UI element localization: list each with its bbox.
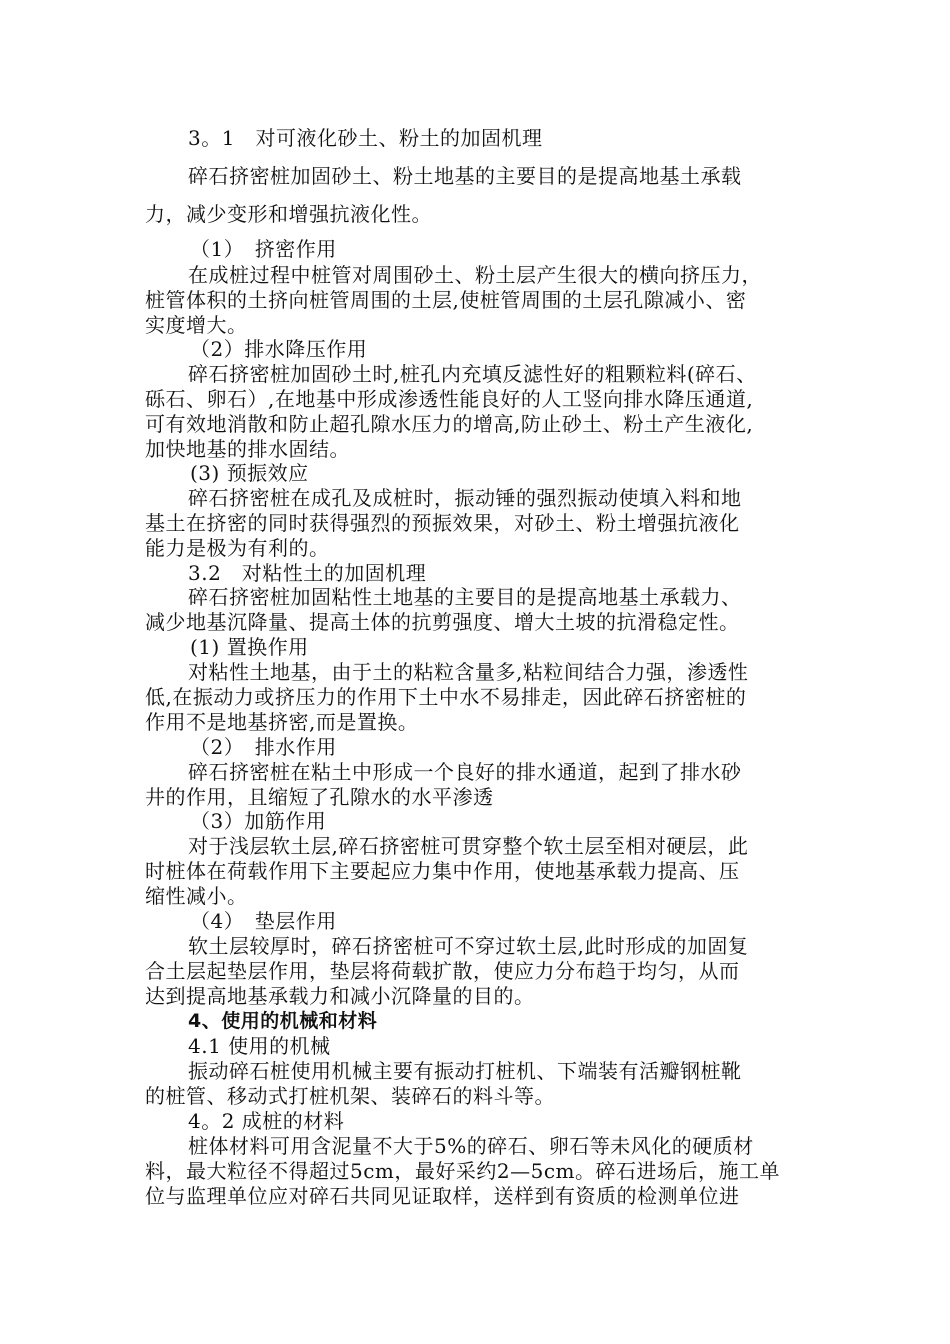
paragraph-line: 缩性减小。	[145, 884, 248, 908]
paragraph-line: 减少地基沉降量、提高土体的抗剪强度、增大土坡的抗滑稳定性。	[145, 610, 740, 634]
subheading-drainage-pressure: （2）排水降压作用	[190, 337, 368, 361]
paragraph-line: 碎石挤密桩加固砂土时,桩孔内充填反滤性好的粗颗粒料(碎石、	[188, 362, 757, 386]
paragraph-line: 位与监理单位应对碎石共同见证取样，送样到有资质的检测单位进	[145, 1184, 740, 1208]
paragraph-line: 可有效地消散和防止超孔隙水压力的增高,防止砂土、粉土产生液化,	[145, 412, 754, 436]
subheading-squeeze-effect: （1） 挤密作用	[190, 237, 337, 261]
paragraph-line: 桩管体积的土挤向桩管周围的土层,使桩管周围的土层孔隙减小、密	[145, 288, 747, 312]
paragraph-line: 在成桩过程中桩管对周围砂土、粉土层产生很大的横向挤压力，	[188, 263, 762, 287]
paragraph-line: 碎石挤密桩加固砂土、粉土地基的主要目的是提高地基土承载	[188, 164, 742, 188]
paragraph-line: 时桩体在荷载作用下主要起应力集中作用，使地基承载力提高、压	[145, 859, 740, 883]
paragraph-line: 基土在挤密的同时获得强烈的预振效果，对砂土、粉土增强抗液化	[145, 511, 740, 535]
paragraph-line: 作用不是地基挤密,而是置换。	[145, 710, 419, 734]
paragraph-line: 对粘性土地基，由于土的粘粒含量多,粘粒间结合力强，渗透性	[188, 660, 749, 684]
paragraph-line: 振动碎石桩使用机械主要有振动打桩机、下端装有活瓣钢桩靴	[188, 1059, 742, 1083]
paragraph-line: 力，减少变形和增强抗液化性。	[145, 202, 432, 226]
subheading-drainage: （2） 排水作用	[190, 735, 337, 759]
paragraph-line: 井的作用，且缩短了孔隙水的水平渗透	[145, 785, 494, 809]
paragraph-line: 碎石挤密桩加固粘性土地基的主要目的是提高地基土承载力、	[188, 585, 742, 609]
paragraph-line: 料，最大粒径不得超过5cm，最好采约2—5cm。碎石进场后，施工单	[145, 1159, 781, 1183]
paragraph-line: 砾石、卵石）,在地基中形成渗透性能良好的人工竖向排水降压通道,	[145, 387, 754, 411]
section-heading-3-2: 3.2 对粘性土的加固机理	[188, 561, 427, 585]
section-heading-3-1: 3。1 对可液化砂土、粉土的加固机理	[188, 126, 543, 150]
paragraph-line: 实度增大。	[145, 313, 248, 337]
subheading-replacement: (1) 置换作用	[190, 635, 309, 659]
paragraph-line: 达到提高地基承载力和减小沉降量的目的。	[145, 984, 535, 1008]
paragraph-line: 的桩管、移动式打桩机架、装碎石的料斗等。	[145, 1084, 555, 1108]
section-heading-4-1: 4.1 使用的机械	[188, 1034, 331, 1058]
subheading-cushion: （4） 垫层作用	[190, 909, 337, 933]
subheading-previbration: (3) 预振效应	[190, 461, 309, 485]
paragraph-line: 合土层起垫层作用，垫层将荷载扩散，使应力分布趋于均匀，从而	[145, 959, 740, 983]
paragraph-line: 桩体材料可用含泥量不大于5%的碎石、卵石等未风化的硬质材	[188, 1134, 754, 1158]
subheading-reinforcement: （3）加筋作用	[190, 809, 327, 833]
paragraph-line: 能力是极为有利的。	[145, 536, 330, 560]
paragraph-line: 碎石挤密桩在粘土中形成一个良好的排水通道，起到了排水砂	[188, 760, 742, 784]
paragraph-line: 对于浅层软土层,碎石挤密桩可贯穿整个软土层至相对硬层，此	[188, 834, 749, 858]
section-heading-4: 4、使用的机械和材料	[188, 1010, 378, 1032]
paragraph-line: 加快地基的排水固结。	[145, 437, 350, 461]
paragraph-line: 低,在振动力或挤压力的作用下土中水不易排走，因此碎石挤密桩的	[145, 685, 747, 709]
paragraph-line: 碎石挤密桩在成孔及成桩时，振动锤的强烈振动使填入料和地	[188, 486, 742, 510]
section-heading-4-2: 4。2 成桩的材料	[188, 1109, 345, 1133]
paragraph-line: 软土层较厚时，碎石挤密桩可不穿过软土层,此时形成的加固复	[188, 934, 749, 958]
